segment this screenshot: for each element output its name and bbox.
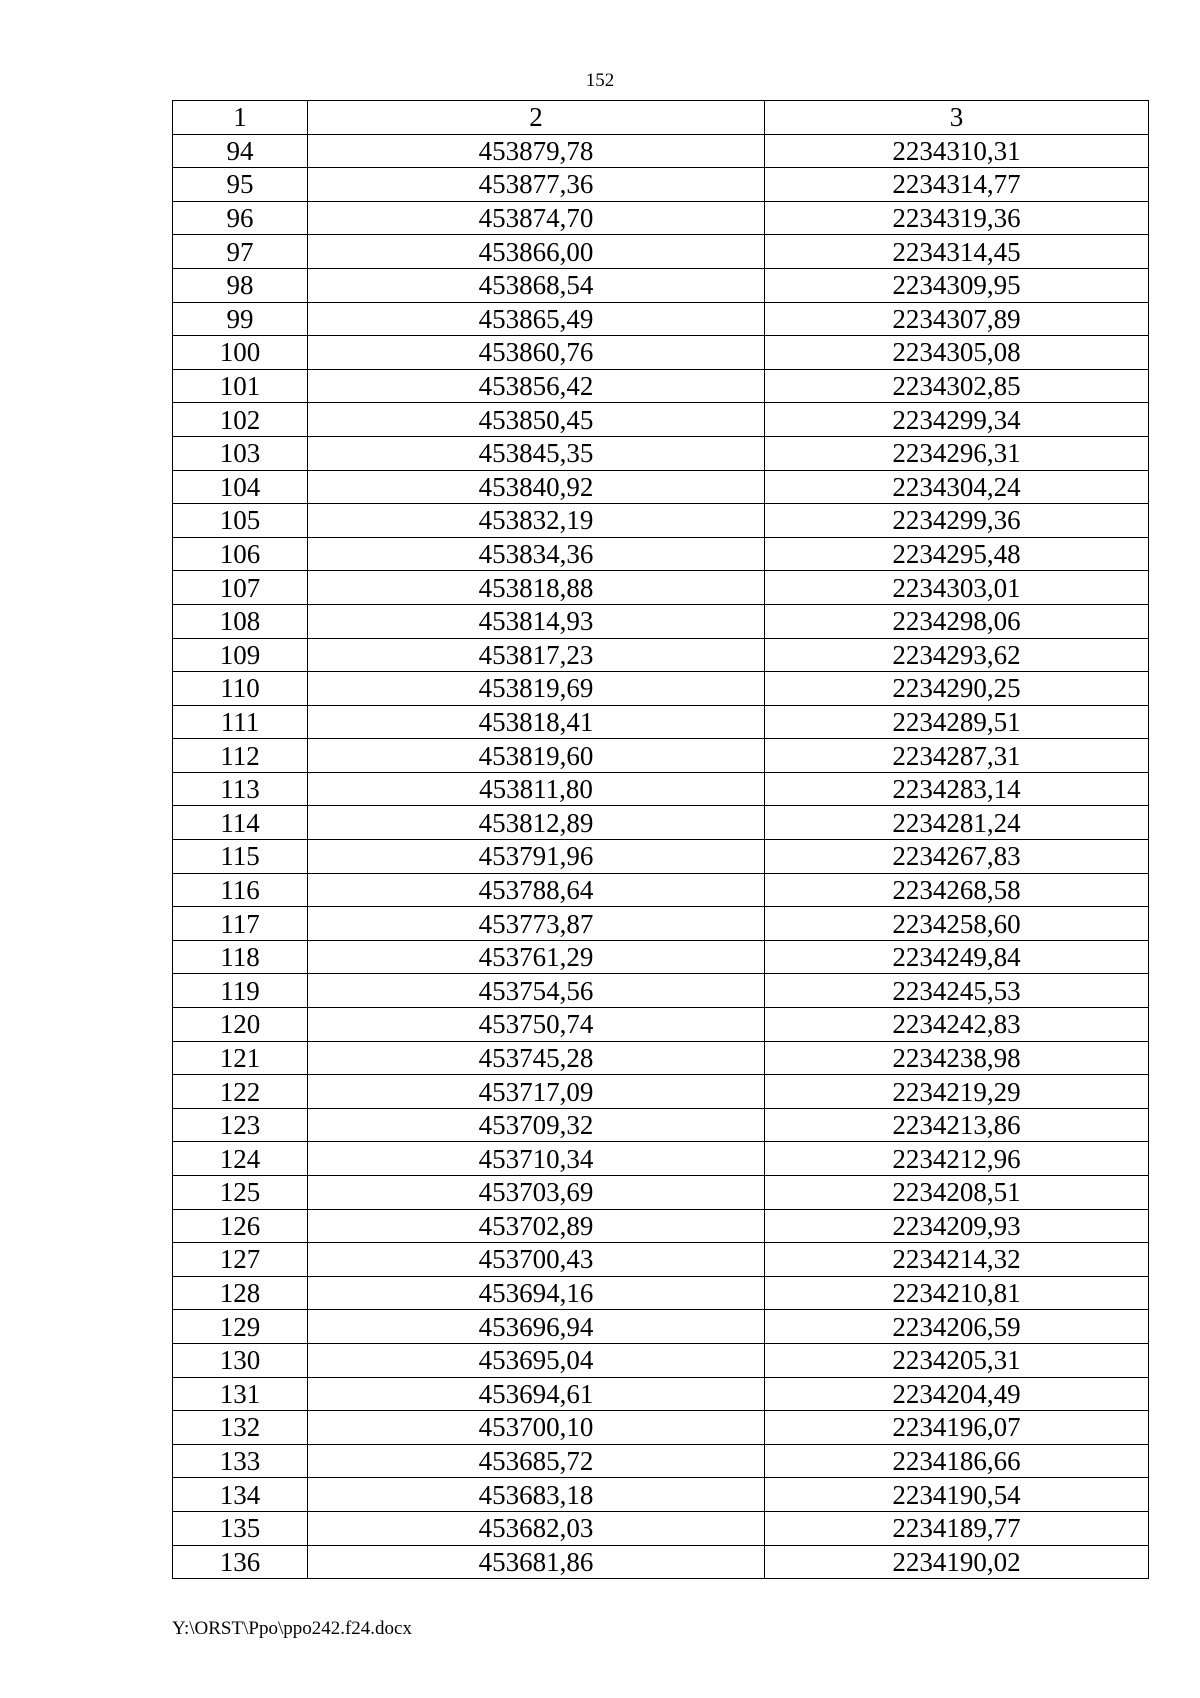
- cell-point-number: 97: [173, 235, 308, 269]
- header-cell-point: 1: [173, 101, 308, 135]
- table-row: [173, 806, 1149, 840]
- cell-y-coordinate: 2234283,14: [765, 772, 1149, 806]
- cell-point-number: 112: [173, 739, 308, 773]
- cell-x-coordinate: 453812,89: [308, 806, 765, 840]
- cell-point-number: 101: [173, 369, 308, 403]
- cell-x-coordinate: 453860,76: [308, 336, 765, 370]
- cell-y-coordinate: 2234209,93: [765, 1209, 1149, 1243]
- cell-point-number: 104: [173, 470, 308, 504]
- table-row: [173, 1310, 1149, 1344]
- cell-point-number: 117: [173, 907, 308, 941]
- cell-x-coordinate: 453682,03: [308, 1511, 765, 1545]
- cell-y-coordinate: 2234310,31: [765, 134, 1149, 168]
- coordinates-table: [172, 100, 1149, 1579]
- cell-point-number: 99: [173, 302, 308, 336]
- cell-y-coordinate: 2234190,54: [765, 1478, 1149, 1512]
- cell-point-number: 100: [173, 336, 308, 370]
- cell-y-coordinate: 2234190,02: [765, 1545, 1149, 1579]
- cell-point-number: 126: [173, 1209, 308, 1243]
- header-cell-y: 3: [765, 101, 1149, 135]
- cell-x-coordinate: 453694,61: [308, 1377, 765, 1411]
- cell-y-coordinate: 2234242,83: [765, 1008, 1149, 1042]
- cell-point-number: 134: [173, 1478, 308, 1512]
- table-row: [173, 974, 1149, 1008]
- cell-y-coordinate: 2234299,34: [765, 403, 1149, 437]
- table-row: [173, 168, 1149, 202]
- cell-point-number: 127: [173, 1243, 308, 1277]
- cell-x-coordinate: 453811,80: [308, 772, 765, 806]
- cell-x-coordinate: 453832,19: [308, 504, 765, 538]
- table-row: [173, 705, 1149, 739]
- table-row: [173, 302, 1149, 336]
- table-row: [173, 1176, 1149, 1210]
- cell-y-coordinate: 2234309,95: [765, 268, 1149, 302]
- cell-x-coordinate: 453694,16: [308, 1276, 765, 1310]
- cell-point-number: 132: [173, 1411, 308, 1445]
- cell-x-coordinate: 453683,18: [308, 1478, 765, 1512]
- cell-y-coordinate: 2234249,84: [765, 940, 1149, 974]
- cell-point-number: 128: [173, 1276, 308, 1310]
- table-row: [173, 504, 1149, 538]
- table-row: [173, 268, 1149, 302]
- cell-x-coordinate: 453709,32: [308, 1108, 765, 1142]
- cell-x-coordinate: 453868,54: [308, 268, 765, 302]
- cell-y-coordinate: 2234267,83: [765, 840, 1149, 874]
- cell-point-number: 118: [173, 940, 308, 974]
- header-cell-x: 2: [308, 101, 765, 135]
- cell-point-number: 106: [173, 537, 308, 571]
- cell-point-number: 120: [173, 1008, 308, 1042]
- cell-point-number: 131: [173, 1377, 308, 1411]
- table-row: [173, 1075, 1149, 1109]
- cell-point-number: 136: [173, 1545, 308, 1579]
- cell-point-number: 125: [173, 1176, 308, 1210]
- cell-x-coordinate: 453700,43: [308, 1243, 765, 1277]
- cell-y-coordinate: 2234268,58: [765, 873, 1149, 907]
- cell-y-coordinate: 2234296,31: [765, 436, 1149, 470]
- cell-x-coordinate: 453819,69: [308, 672, 765, 706]
- cell-y-coordinate: 2234305,08: [765, 336, 1149, 370]
- cell-x-coordinate: 453791,96: [308, 840, 765, 874]
- cell-x-coordinate: 453877,36: [308, 168, 765, 202]
- table-row: [173, 638, 1149, 672]
- cell-x-coordinate: 453696,94: [308, 1310, 765, 1344]
- cell-point-number: 98: [173, 268, 308, 302]
- cell-y-coordinate: 2234204,49: [765, 1377, 1149, 1411]
- cell-point-number: 107: [173, 571, 308, 605]
- cell-x-coordinate: 453754,56: [308, 974, 765, 1008]
- table-row: [173, 907, 1149, 941]
- cell-y-coordinate: 2234206,59: [765, 1310, 1149, 1344]
- cell-y-coordinate: 2234314,45: [765, 235, 1149, 269]
- cell-x-coordinate: 453818,88: [308, 571, 765, 605]
- cell-x-coordinate: 453702,89: [308, 1209, 765, 1243]
- cell-y-coordinate: 2234212,96: [765, 1142, 1149, 1176]
- cell-y-coordinate: 2234281,24: [765, 806, 1149, 840]
- cell-y-coordinate: 2234189,77: [765, 1511, 1149, 1545]
- table-row: [173, 672, 1149, 706]
- cell-x-coordinate: 453681,86: [308, 1545, 765, 1579]
- table-row: [173, 772, 1149, 806]
- cell-y-coordinate: 2234319,36: [765, 201, 1149, 235]
- cell-y-coordinate: 2234299,36: [765, 504, 1149, 538]
- cell-y-coordinate: 2234314,77: [765, 168, 1149, 202]
- cell-x-coordinate: 453856,42: [308, 369, 765, 403]
- table-row: [173, 1343, 1149, 1377]
- cell-x-coordinate: 453865,49: [308, 302, 765, 336]
- cell-point-number: 121: [173, 1041, 308, 1075]
- cell-y-coordinate: 2234295,48: [765, 537, 1149, 571]
- cell-x-coordinate: 453685,72: [308, 1444, 765, 1478]
- cell-point-number: 114: [173, 806, 308, 840]
- cell-y-coordinate: 2234208,51: [765, 1176, 1149, 1210]
- table-row: [173, 1545, 1149, 1579]
- cell-y-coordinate: 2234213,86: [765, 1108, 1149, 1142]
- cell-y-coordinate: 2234219,29: [765, 1075, 1149, 1109]
- cell-y-coordinate: 2234186,66: [765, 1444, 1149, 1478]
- cell-point-number: 130: [173, 1343, 308, 1377]
- cell-y-coordinate: 2234289,51: [765, 705, 1149, 739]
- table-row: [173, 235, 1149, 269]
- cell-y-coordinate: 2234258,60: [765, 907, 1149, 941]
- cell-point-number: 119: [173, 974, 308, 1008]
- cell-point-number: 105: [173, 504, 308, 538]
- cell-x-coordinate: 453788,64: [308, 873, 765, 907]
- cell-x-coordinate: 453834,36: [308, 537, 765, 571]
- cell-x-coordinate: 453700,10: [308, 1411, 765, 1445]
- cell-point-number: 133: [173, 1444, 308, 1478]
- table-row: [173, 1511, 1149, 1545]
- table-row: [173, 873, 1149, 907]
- cell-x-coordinate: 453773,87: [308, 907, 765, 941]
- cell-y-coordinate: 2234214,32: [765, 1243, 1149, 1277]
- cell-point-number: 115: [173, 840, 308, 874]
- cell-x-coordinate: 453879,78: [308, 134, 765, 168]
- table-row: [173, 470, 1149, 504]
- cell-x-coordinate: 453695,04: [308, 1343, 765, 1377]
- cell-x-coordinate: 453866,00: [308, 235, 765, 269]
- cell-y-coordinate: 2234302,85: [765, 369, 1149, 403]
- cell-y-coordinate: 2234290,25: [765, 672, 1149, 706]
- table-row: [173, 840, 1149, 874]
- table-row: [173, 571, 1149, 605]
- cell-point-number: 111: [173, 705, 308, 739]
- table-body: [173, 134, 1149, 1579]
- table-row: [173, 1108, 1149, 1142]
- cell-y-coordinate: 2234304,24: [765, 470, 1149, 504]
- cell-point-number: 122: [173, 1075, 308, 1109]
- footer-file-path: Y:\ORST\Ppo\ppo242.f24.docx: [172, 1618, 412, 1639]
- cell-y-coordinate: 2234238,98: [765, 1041, 1149, 1075]
- cell-x-coordinate: 453710,34: [308, 1142, 765, 1176]
- cell-point-number: 102: [173, 403, 308, 437]
- table-row: [173, 1243, 1149, 1277]
- page-number: 152: [585, 70, 615, 91]
- cell-y-coordinate: 2234210,81: [765, 1276, 1149, 1310]
- cell-x-coordinate: 453845,35: [308, 436, 765, 470]
- table-row: [173, 1041, 1149, 1075]
- table-row: [173, 604, 1149, 638]
- cell-y-coordinate: 2234205,31: [765, 1343, 1149, 1377]
- cell-point-number: 110: [173, 672, 308, 706]
- table-row: [173, 369, 1149, 403]
- cell-x-coordinate: 453850,45: [308, 403, 765, 437]
- cell-point-number: 124: [173, 1142, 308, 1176]
- table-row: [173, 1008, 1149, 1042]
- cell-point-number: 129: [173, 1310, 308, 1344]
- table-header: [173, 101, 1149, 135]
- cell-x-coordinate: 453750,74: [308, 1008, 765, 1042]
- table-row: [173, 739, 1149, 773]
- table-row: [173, 1142, 1149, 1176]
- cell-point-number: 94: [173, 134, 308, 168]
- table-row: [173, 336, 1149, 370]
- cell-x-coordinate: 453874,70: [308, 201, 765, 235]
- table-row: [173, 940, 1149, 974]
- table-row: [173, 537, 1149, 571]
- cell-y-coordinate: 2234307,89: [765, 302, 1149, 336]
- cell-x-coordinate: 453840,92: [308, 470, 765, 504]
- cell-point-number: 109: [173, 638, 308, 672]
- cell-point-number: 113: [173, 772, 308, 806]
- cell-x-coordinate: 453703,69: [308, 1176, 765, 1210]
- table-row: [173, 1276, 1149, 1310]
- cell-x-coordinate: 453817,23: [308, 638, 765, 672]
- cell-y-coordinate: 2234298,06: [765, 604, 1149, 638]
- cell-x-coordinate: 453818,41: [308, 705, 765, 739]
- cell-x-coordinate: 453819,60: [308, 739, 765, 773]
- table-row: [173, 134, 1149, 168]
- cell-y-coordinate: 2234196,07: [765, 1411, 1149, 1445]
- table-row: [173, 436, 1149, 470]
- cell-x-coordinate: 453717,09: [308, 1075, 765, 1109]
- cell-y-coordinate: 2234303,01: [765, 571, 1149, 605]
- table-row: [173, 1209, 1149, 1243]
- cell-point-number: 95: [173, 168, 308, 202]
- table-row: [173, 1444, 1149, 1478]
- cell-point-number: 96: [173, 201, 308, 235]
- cell-point-number: 108: [173, 604, 308, 638]
- cell-y-coordinate: 2234245,53: [765, 974, 1149, 1008]
- cell-point-number: 116: [173, 873, 308, 907]
- cell-x-coordinate: 453814,93: [308, 604, 765, 638]
- table-row: [173, 1478, 1149, 1512]
- cell-point-number: 103: [173, 436, 308, 470]
- cell-x-coordinate: 453761,29: [308, 940, 765, 974]
- cell-x-coordinate: 453745,28: [308, 1041, 765, 1075]
- cell-y-coordinate: 2234287,31: [765, 739, 1149, 773]
- cell-y-coordinate: 2234293,62: [765, 638, 1149, 672]
- table-row: [173, 1377, 1149, 1411]
- table-row: [173, 1411, 1149, 1445]
- table-row: [173, 403, 1149, 437]
- cell-point-number: 135: [173, 1511, 308, 1545]
- header-row: [173, 101, 1149, 135]
- cell-point-number: 123: [173, 1108, 308, 1142]
- table-row: [173, 201, 1149, 235]
